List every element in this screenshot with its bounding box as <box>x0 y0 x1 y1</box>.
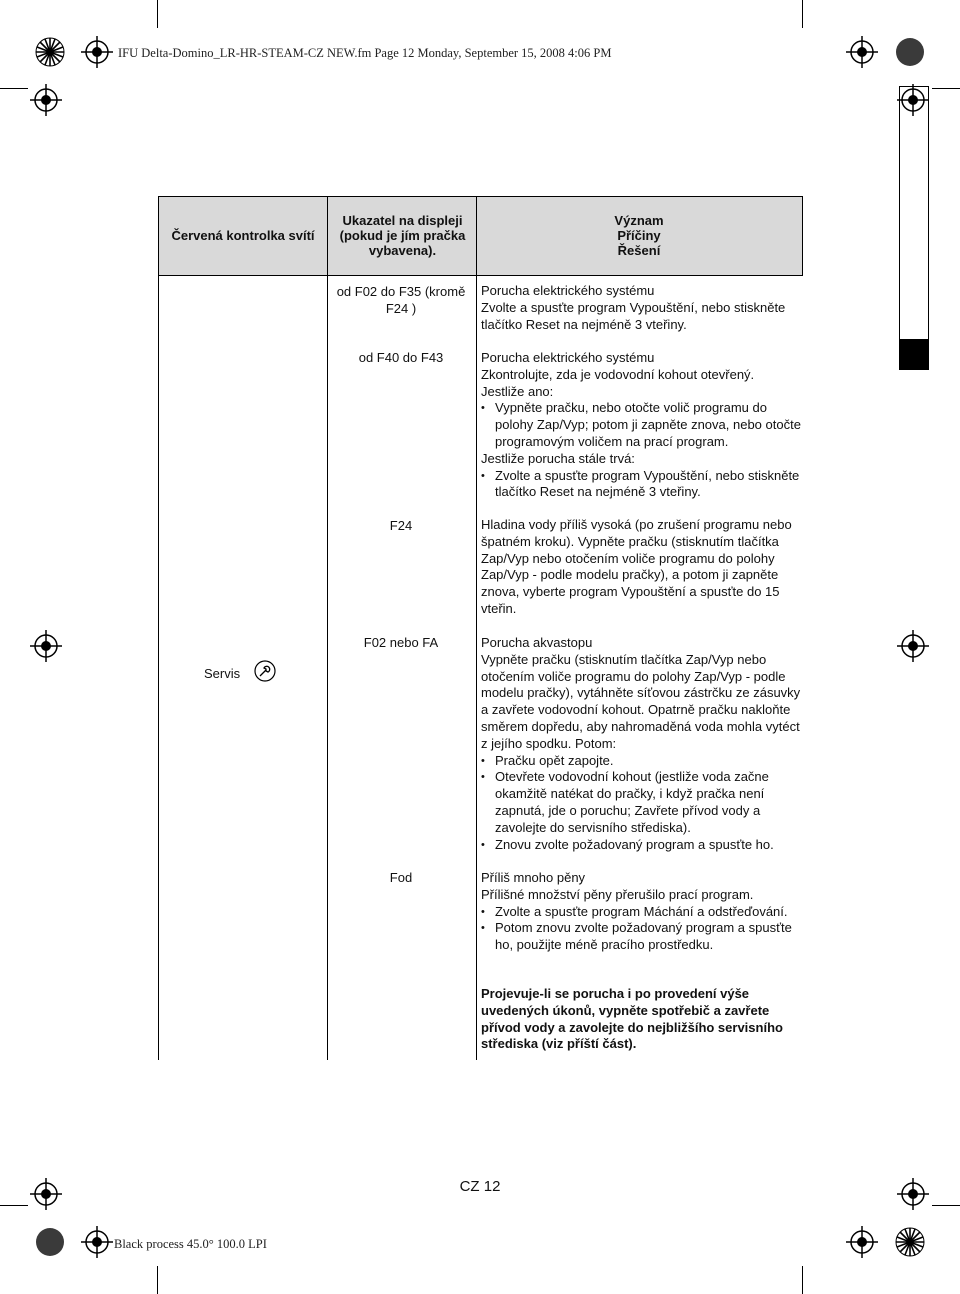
final-service-note: Projevuje-li se porucha i po provedení výše uvedených úkonů, vypněte spotřebič a zavřete přívod vody a zavolejte do nejbližšího servisního střediska (viz příští část). <box>481 986 783 1052</box>
crop-mark <box>932 88 960 89</box>
side-tab-marker <box>899 339 929 370</box>
registration-mark-icon <box>30 84 62 116</box>
sunburst-icon <box>896 1228 924 1256</box>
registration-mark-icon <box>897 1178 929 1210</box>
side-tab-frame <box>899 86 929 370</box>
row-f40-f43-description: Porucha elektrického systému Zkontrolujte, zda je vodovodní kohout otevřený. Jestliže ano: • Vypněte pračku, nebo otočte volič programu do polohy Zap/Vyp; potom ji zapněte znova, nebo otočte programovým voličem na prací program. Jestliže porucha stále trvá: • Zvolte a spusťte program Vypouštění, nebo stiskněte tlačítko Reset na nejméně 3 vteřiny. <box>481 350 801 501</box>
row-f24-description: Hladina vody příliš vysoká (po zrušení programu nebo špatném kroku). Vypněte pračku (stisknutím tlačítka Zap/Vyp nebo otočením voliče programu do polohy Zap/Vyp - podle modelu pračky), a potom ji zapněte znova, vyberte program Vypouštění a spusťte do 15 vteřin. <box>481 517 792 616</box>
registration-mark-icon <box>897 630 929 662</box>
header-display-indicator: Ukazatel na displeji (pokud je jím pračka vybavena). <box>339 212 466 258</box>
registration-mark-icon <box>846 1226 878 1258</box>
error-code-f02-fa: F02 nebo FA <box>363 635 439 650</box>
crop-mark <box>0 88 28 89</box>
wrench-icon <box>253 659 277 683</box>
registration-mark-icon <box>81 1226 113 1258</box>
registration-mark-icon <box>846 36 878 68</box>
crop-mark <box>157 1266 158 1294</box>
table-divider <box>476 274 477 1060</box>
sunburst-icon <box>36 38 64 66</box>
header-divider <box>327 196 328 274</box>
row-f02-fa-description: Porucha akvastopu Vypněte pračku (stisknutím tlačítka Zap/Vyp nebo otočením voliče programu do polohy Zap/Vyp - podle modelu pračky), vytáhněte síťovou zástrčku ze zásuvky a zavřete vodovodní kohout. Opatrně pračku nakloňte směrem dopředu, aby nahromaděná voda mohla vytéct z jejího spodku. Potom: • Pračku opět zapojte. • Otevřete vodovodní kohout (jestliže voda začne okamžitě natékat do pračky, i když pračka není zapnutá, jde o poruchu; Zavřete přívod vody a zavolejte do servisního střediska). • Znovu zvolte požadovaný program a spusťte ho. <box>481 635 801 853</box>
error-code-f40-f43: od F40 do F43 <box>358 350 444 365</box>
header-red-light: Červená kontrolka svítí <box>171 227 315 243</box>
row-f02-f35-description: Porucha elektrického systému Zvolte a spusťte program Vypouštění, nebo stiskněte tlačítko Reset na nejméně 3 vteřiny. <box>481 283 786 332</box>
crop-mark <box>802 1266 803 1294</box>
error-code-f24: F24 <box>389 518 413 533</box>
dark-circle-icon <box>36 1228 64 1256</box>
page-number: CZ 12 <box>459 1178 501 1195</box>
row-fod-description: Příliš mnoho pěny Přílišné množství pěny přerušilo prací program. • Zvolte a spusťte program Máchání a odstřeďování. • Potom znovu zvolte požadovaný program a spusťte ho, použijte méně pracího prostředku. <box>481 870 801 954</box>
registration-mark-icon <box>81 36 113 68</box>
dark-circle-icon <box>896 38 924 66</box>
table-border-left <box>158 274 159 1060</box>
error-code-f02-f35: od F02 do F35 (kromě F24 ) <box>336 284 466 316</box>
crop-mark <box>802 0 803 28</box>
crop-mark <box>0 1205 28 1206</box>
print-slug-top: IFU Delta-Domino_LR-HR-STEAM-CZ NEW.fm Page 12 Monday, September 15, 2008 4:06 PM <box>118 46 612 60</box>
error-code-fod: Fod <box>389 870 413 885</box>
registration-mark-icon <box>30 1178 62 1210</box>
print-slug-bottom: Black process 45.0° 100.0 LPI <box>114 1237 267 1251</box>
crop-mark <box>157 0 158 28</box>
crop-mark <box>932 1205 960 1206</box>
header-divider <box>476 196 477 274</box>
servis-label: Servis <box>204 666 241 681</box>
table-divider <box>327 274 328 1060</box>
registration-mark-icon <box>30 630 62 662</box>
header-meaning: Význam Příčiny Řešení <box>614 212 664 258</box>
